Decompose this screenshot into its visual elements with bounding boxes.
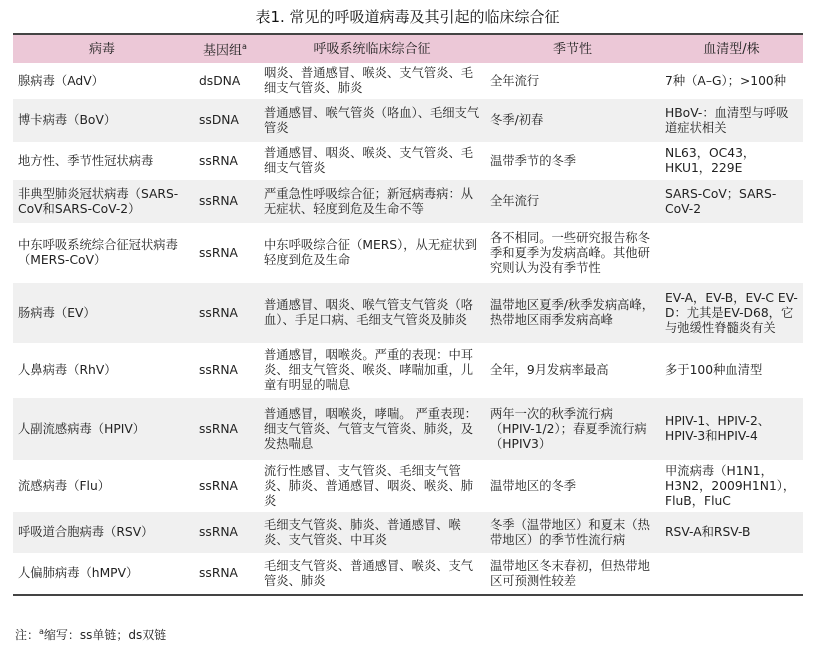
cell-genome: ssRNA: [191, 283, 259, 343]
cell-virus: 肠病毒（EV）: [13, 283, 191, 343]
header-serotype: 血清型/株: [660, 34, 803, 63]
cell-syndrome: 普通感冒、咽炎、喉气管支气管炎（咯血）、手足口病、毛细支气管炎及肺炎: [259, 283, 485, 343]
cell-serotype: HBoV-：血清型与呼吸道症状相关: [660, 99, 803, 142]
cell-genome: ssRNA: [191, 180, 259, 223]
cell-genome: ssRNA: [191, 512, 259, 553]
cell-serotype: 多于100种血清型: [665, 363, 763, 377]
cell-virus: 人偏肺病毒（hMPV）: [13, 553, 191, 595]
table-row: [13, 180, 803, 223]
cell-virus: 中东呼吸系统综合征冠状病毒（MERS-CoV）: [18, 238, 178, 267]
cell-virus: 腺病毒（AdV）: [18, 73, 104, 88]
header-season: 季节性: [485, 34, 660, 63]
footnote: 注：$^a$缩写：ss单链；ds双链: [15, 627, 167, 642]
cell-serotype: [660, 553, 803, 595]
cell-serotype: EV-A，EV-B，EV-C EV-D：尤其是EV-D68，它与弛缓性脊髓炎有关: [660, 283, 803, 343]
cell-serotype: 甲流病毒（H1N1，H3N2，2009H1N1），FluB，FluC: [665, 463, 796, 508]
cell-virus: 呼吸道合胞病毒（RSV）: [13, 512, 191, 553]
cell-genome: dsDNA: [199, 73, 241, 88]
table-row: [13, 398, 803, 460]
cell-serotype: [660, 223, 803, 283]
cell-virus: 人副流感病毒（HPIV）: [13, 398, 191, 460]
cell-virus: 地方性、季节性冠状病毒: [18, 153, 154, 168]
table-row: [13, 343, 803, 398]
cell-syndrome: 流行性感冒、支气管炎、毛细支气管炎、肺炎、普通感冒、咽炎、喉炎、肺炎: [264, 463, 474, 508]
table-title: 表1. 常见的呼吸道病毒及其引起的临床综合征: [255, 8, 560, 26]
cell-syndrome: 毛细支气管炎、普通感冒、喉炎、支气管炎、肺炎: [259, 553, 485, 595]
cell-genome: ssRNA: [199, 478, 238, 493]
cell-genome: ssRNA: [191, 398, 259, 460]
cell-season: 各不相同。一些研究报告称冬季和夏季为发病高峰。其他研究则认为没有季节性: [490, 230, 650, 275]
cell-genome: ssDNA: [191, 99, 259, 142]
cell-serotype: 7种（A–G）；>100种: [665, 73, 787, 88]
cell-genome: ssRNA: [199, 153, 238, 168]
cell-virus: 博卡病毒（BoV）: [13, 99, 191, 142]
cell-syndrome: 普通感冒、喉气管炎（咯血）、毛细支气管炎: [259, 99, 485, 142]
table-row: [13, 283, 803, 343]
cell-season: 全年，9月发病率最高: [490, 363, 609, 377]
cell-serotype: RSV-A和RSV-B: [660, 512, 803, 553]
cell-syndrome: 普通感冒，咽喉炎。严重的表现：中耳炎、细支气管炎、喉炎、哮喘加重，儿童有明显的喘息: [264, 348, 474, 392]
cell-season: 温带地区夏季/秋季发病高峰，热带地区雨季发病高峰: [485, 283, 660, 343]
table-row: [13, 99, 803, 142]
cell-virus: 流感病毒（Flu）: [18, 478, 111, 493]
table-row: [13, 63, 803, 99]
header-genome: 基因组$^a$: [191, 34, 259, 63]
cell-season: 冬季/初春: [485, 99, 660, 142]
cell-genome: ssRNA: [199, 363, 238, 377]
header-syndrome: 呼吸系统临床综合征: [259, 34, 485, 63]
cell-season: 冬季（温带地区）和夏末（热带地区）的季节性流行病: [485, 512, 660, 553]
table-row: [13, 553, 803, 595]
cell-serotype: SARS-CoV；SARS-CoV-2: [660, 180, 803, 223]
cell-season: 全年流行: [485, 180, 660, 223]
table-row: [13, 460, 803, 512]
cell-serotype: NL63，OC43，HKU1，229E: [665, 146, 756, 175]
cell-season: 温带地区冬末春初，但热带地区可预测性较差: [485, 553, 660, 595]
cell-syndrome: 毛细支气管炎、肺炎、普通感冒、喉炎、支气管炎、中耳炎: [259, 512, 485, 553]
cell-genome: ssRNA: [199, 245, 238, 260]
cell-genome: ssRNA: [191, 553, 259, 595]
cell-virus: 人鼻病毒（RhV）: [18, 363, 117, 377]
table-row: [13, 223, 803, 283]
cell-syndrome: 普通感冒、咽炎、喉炎、支气管炎、毛细支气管炎: [264, 146, 474, 175]
cell-season: 两年一次的秋季流行病（HPIV-1/2）；春夏季流行病（HPIV3）: [485, 398, 660, 460]
cell-syndrome: 咽炎、普通感冒、喉炎、支气管炎、毛细支气管炎、肺炎: [264, 66, 474, 95]
cell-season: 全年流行: [490, 73, 540, 88]
cell-syndrome: 严重急性呼吸综合征；新冠病毒病：从无症状、轻度到危及生命不等: [259, 180, 485, 223]
table-header-row: [13, 34, 803, 63]
header-virus: 病毒: [13, 34, 191, 63]
virus-table: [13, 33, 803, 596]
cell-syndrome: 中东呼吸综合征（MERS），从无症状到轻度到危及生命: [264, 238, 478, 267]
cell-season: 温带季节的冬季: [490, 153, 577, 168]
cell-virus: 非典型肺炎冠状病毒（SARS-CoV和SARS-CoV-2）: [13, 180, 191, 223]
cell-serotype: HPIV-1、HPIV-2、HPIV-3和HPIV-4: [660, 398, 803, 460]
cell-season: 温带地区的冬季: [490, 478, 577, 493]
table-row: [13, 142, 803, 180]
cell-syndrome: 普通感冒，咽喉炎，哮喘。 严重表现：细支气管炎、气管支气管炎、肺炎，及发热喘息: [259, 398, 485, 460]
table-row: [13, 512, 803, 553]
